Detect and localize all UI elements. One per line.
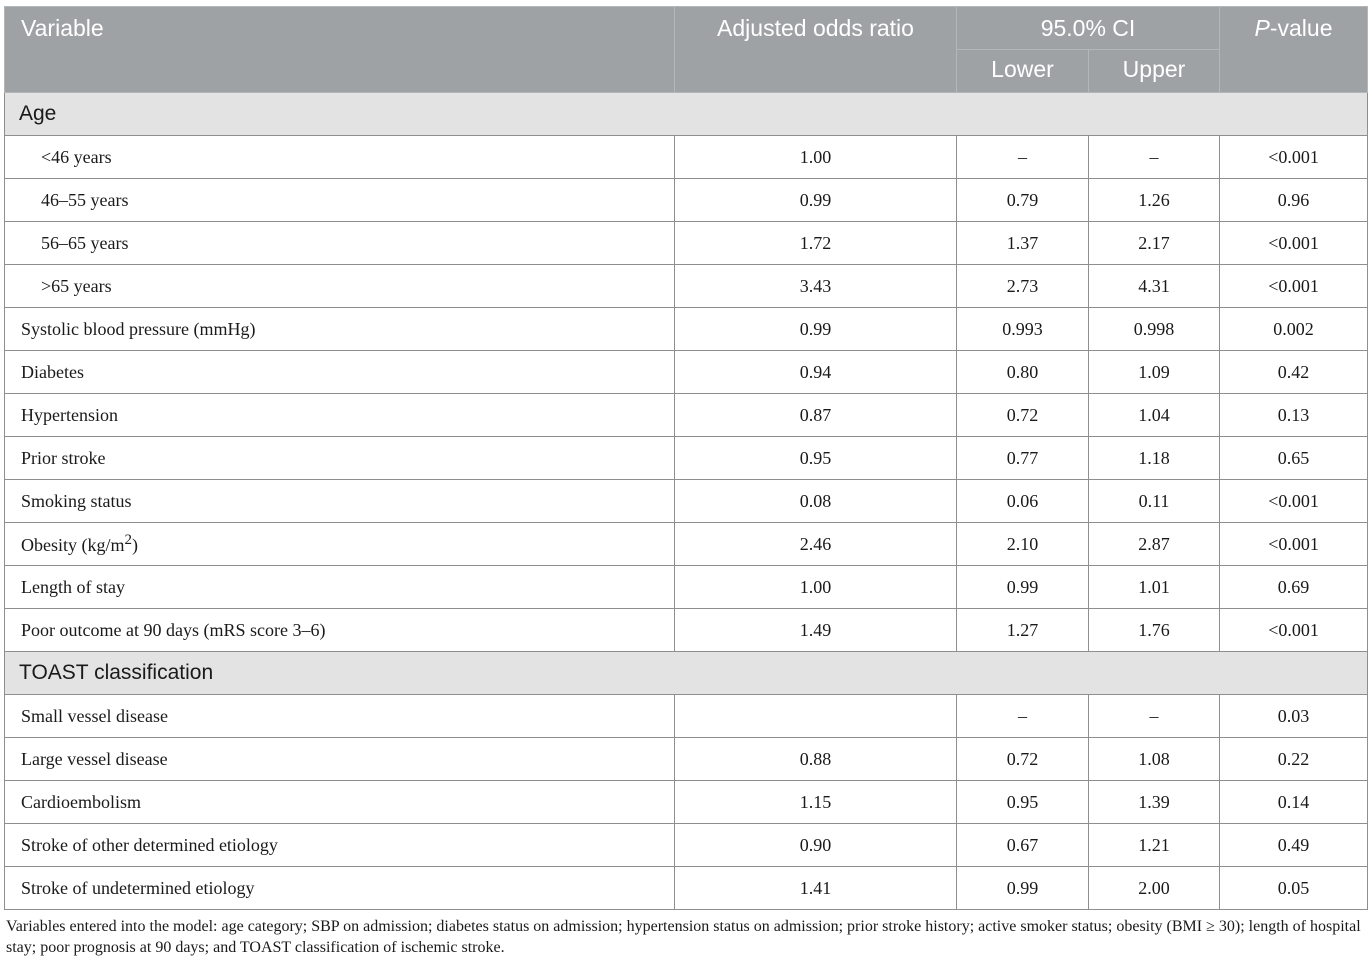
table-row xyxy=(5,867,1368,910)
p-value: <0.001 xyxy=(1220,222,1368,265)
table-row xyxy=(5,523,1368,566)
ci-lower: 0.72 xyxy=(957,738,1089,781)
variable-name: Obesity $(kg/m^2)$ xyxy=(5,523,675,566)
p-value: 0.96 xyxy=(1220,179,1368,222)
ci-upper: 0.11 xyxy=(1089,480,1220,523)
header-variable: Variable xyxy=(5,7,675,93)
p-value: <0.001 xyxy=(1220,136,1368,179)
header-p-value: P-value xyxy=(1220,7,1368,93)
ci-lower: 0.77 xyxy=(957,437,1089,480)
table-row xyxy=(5,695,1368,738)
variable-name: >65 years xyxy=(5,265,675,308)
variable-name: Systolic blood pressure (mmHg) xyxy=(5,308,675,351)
ci-upper: 1.09 xyxy=(1089,351,1220,394)
table-row xyxy=(5,738,1368,781)
variable-name: 46–55 years xyxy=(5,179,675,222)
section-title-age: Age xyxy=(5,93,1368,136)
p-value: <0.001 xyxy=(1220,265,1368,308)
variable-name: Small vessel disease xyxy=(5,695,675,738)
table-row xyxy=(5,609,1368,652)
ci-upper: 4.31 xyxy=(1089,265,1220,308)
variable-name: Stroke of undetermined etiology xyxy=(5,867,675,910)
variable-name: Length of stay xyxy=(5,566,675,609)
p-value: 0.002 xyxy=(1220,308,1368,351)
p-value: <0.001 xyxy=(1220,609,1368,652)
adjusted-odds-ratio xyxy=(675,695,957,738)
adjusted-odds-ratio: 1.00 xyxy=(675,566,957,609)
ci-lower: 2.73 xyxy=(957,265,1089,308)
ci-lower: 0.06 xyxy=(957,480,1089,523)
ci-upper: 1.08 xyxy=(1089,738,1220,781)
adjusted-odds-ratio: 1.49 xyxy=(675,609,957,652)
p-value: <0.001 xyxy=(1220,480,1368,523)
variable-name: Stroke of other determined etiology xyxy=(5,824,675,867)
adjusted-odds-ratio: 2.46 xyxy=(675,523,957,566)
ci-lower: 0.95 xyxy=(957,781,1089,824)
adjusted-odds-ratio: 0.90 xyxy=(675,824,957,867)
ci-lower: 0.993 xyxy=(957,308,1089,351)
ci-upper: 0.998 xyxy=(1089,308,1220,351)
adjusted-odds-ratio: 0.95 xyxy=(675,437,957,480)
ci-upper: 1.39 xyxy=(1089,781,1220,824)
header-adjusted-odds-ratio: Adjusted odds ratio xyxy=(675,7,957,93)
variable-name: <46 years xyxy=(5,136,675,179)
adjusted-odds-ratio: 0.87 xyxy=(675,394,957,437)
variable-name: 56–65 years xyxy=(5,222,675,265)
ci-upper: – xyxy=(1089,136,1220,179)
ci-upper: 1.21 xyxy=(1089,824,1220,867)
ci-upper: 1.04 xyxy=(1089,394,1220,437)
p-value: 0.42 xyxy=(1220,351,1368,394)
p-value: 0.65 xyxy=(1220,437,1368,480)
table-row xyxy=(5,222,1368,265)
table-row xyxy=(5,265,1368,308)
adjusted-odds-ratio: 0.88 xyxy=(675,738,957,781)
header-ci-lower: Lower xyxy=(957,50,1089,93)
ci-lower: – xyxy=(957,136,1089,179)
variable-name: Cardioembolism xyxy=(5,781,675,824)
adjusted-odds-ratio: 1.41 xyxy=(675,867,957,910)
ci-upper: 2.00 xyxy=(1089,867,1220,910)
section-row-toast xyxy=(5,652,1368,695)
variable-name: Prior stroke xyxy=(5,437,675,480)
ci-lower: 0.80 xyxy=(957,351,1089,394)
adjusted-odds-ratio: 0.94 xyxy=(675,351,957,394)
p-value: 0.05 xyxy=(1220,867,1368,910)
table-row xyxy=(5,394,1368,437)
ci-upper: 1.18 xyxy=(1089,437,1220,480)
ci-upper: 2.87 xyxy=(1089,523,1220,566)
variable-name: Diabetes xyxy=(5,351,675,394)
adjusted-odds-ratio: 1.15 xyxy=(675,781,957,824)
variable-name: Poor outcome at 90 days (mRS score 3–6) xyxy=(5,609,675,652)
ci-upper: 2.17 xyxy=(1089,222,1220,265)
ci-lower: 0.79 xyxy=(957,179,1089,222)
header-ci-upper: Upper xyxy=(1089,50,1220,93)
p-value: 0.49 xyxy=(1220,824,1368,867)
variable-name: Smoking status xyxy=(5,480,675,523)
p-value: 0.03 xyxy=(1220,695,1368,738)
adjusted-odds-ratio: 0.99 xyxy=(675,179,957,222)
ci-lower: 0.99 xyxy=(957,566,1089,609)
section-title-toast: TOAST classification xyxy=(5,652,1368,695)
header-95-ci: 95.0% CI xyxy=(957,7,1220,50)
adjusted-odds-ratio: 1.00 xyxy=(675,136,957,179)
variable-name: Large vessel disease xyxy=(5,738,675,781)
table-row xyxy=(5,351,1368,394)
section-row-age xyxy=(5,93,1368,136)
table-row xyxy=(5,308,1368,351)
adjusted-odds-ratio: 0.99 xyxy=(675,308,957,351)
ci-lower: 0.99 xyxy=(957,867,1089,910)
table-row xyxy=(5,566,1368,609)
p-value: <0.001 xyxy=(1220,523,1368,566)
adjusted-odds-ratio: 3.43 xyxy=(675,265,957,308)
ci-upper: – xyxy=(1089,695,1220,738)
ci-upper: 1.26 xyxy=(1089,179,1220,222)
p-value: 0.69 xyxy=(1220,566,1368,609)
table-row xyxy=(5,824,1368,867)
ci-lower: 1.27 xyxy=(957,609,1089,652)
table-row xyxy=(5,480,1368,523)
table-footnote: Variables entered into the model: age category; SBP on admission; diabetes status on admission; hypertension status on admission; prior stroke history; active smoker status; obesity (BMI ≥ 30); length of hospital stay; poor prognosis at 90 days; and TOAST classification of ischemic stroke. xyxy=(6,918,1361,956)
adjusted-odds-ratio: 0.08 xyxy=(675,480,957,523)
table-row xyxy=(5,136,1368,179)
adjusted-odds-ratio: 1.72 xyxy=(675,222,957,265)
odds-ratio-table xyxy=(4,6,1368,910)
ci-upper: 1.76 xyxy=(1089,609,1220,652)
ci-lower: – xyxy=(957,695,1089,738)
p-value: 0.22 xyxy=(1220,738,1368,781)
table-row xyxy=(5,437,1368,480)
ci-lower: 0.72 xyxy=(957,394,1089,437)
ci-upper: 1.01 xyxy=(1089,566,1220,609)
ci-lower: 0.67 xyxy=(957,824,1089,867)
variable-name: Hypertension xyxy=(5,394,675,437)
p-value: 0.14 xyxy=(1220,781,1368,824)
ci-lower: 1.37 xyxy=(957,222,1089,265)
table-row xyxy=(5,781,1368,824)
ci-lower: 2.10 xyxy=(957,523,1089,566)
p-value: 0.13 xyxy=(1220,394,1368,437)
table-row xyxy=(5,179,1368,222)
